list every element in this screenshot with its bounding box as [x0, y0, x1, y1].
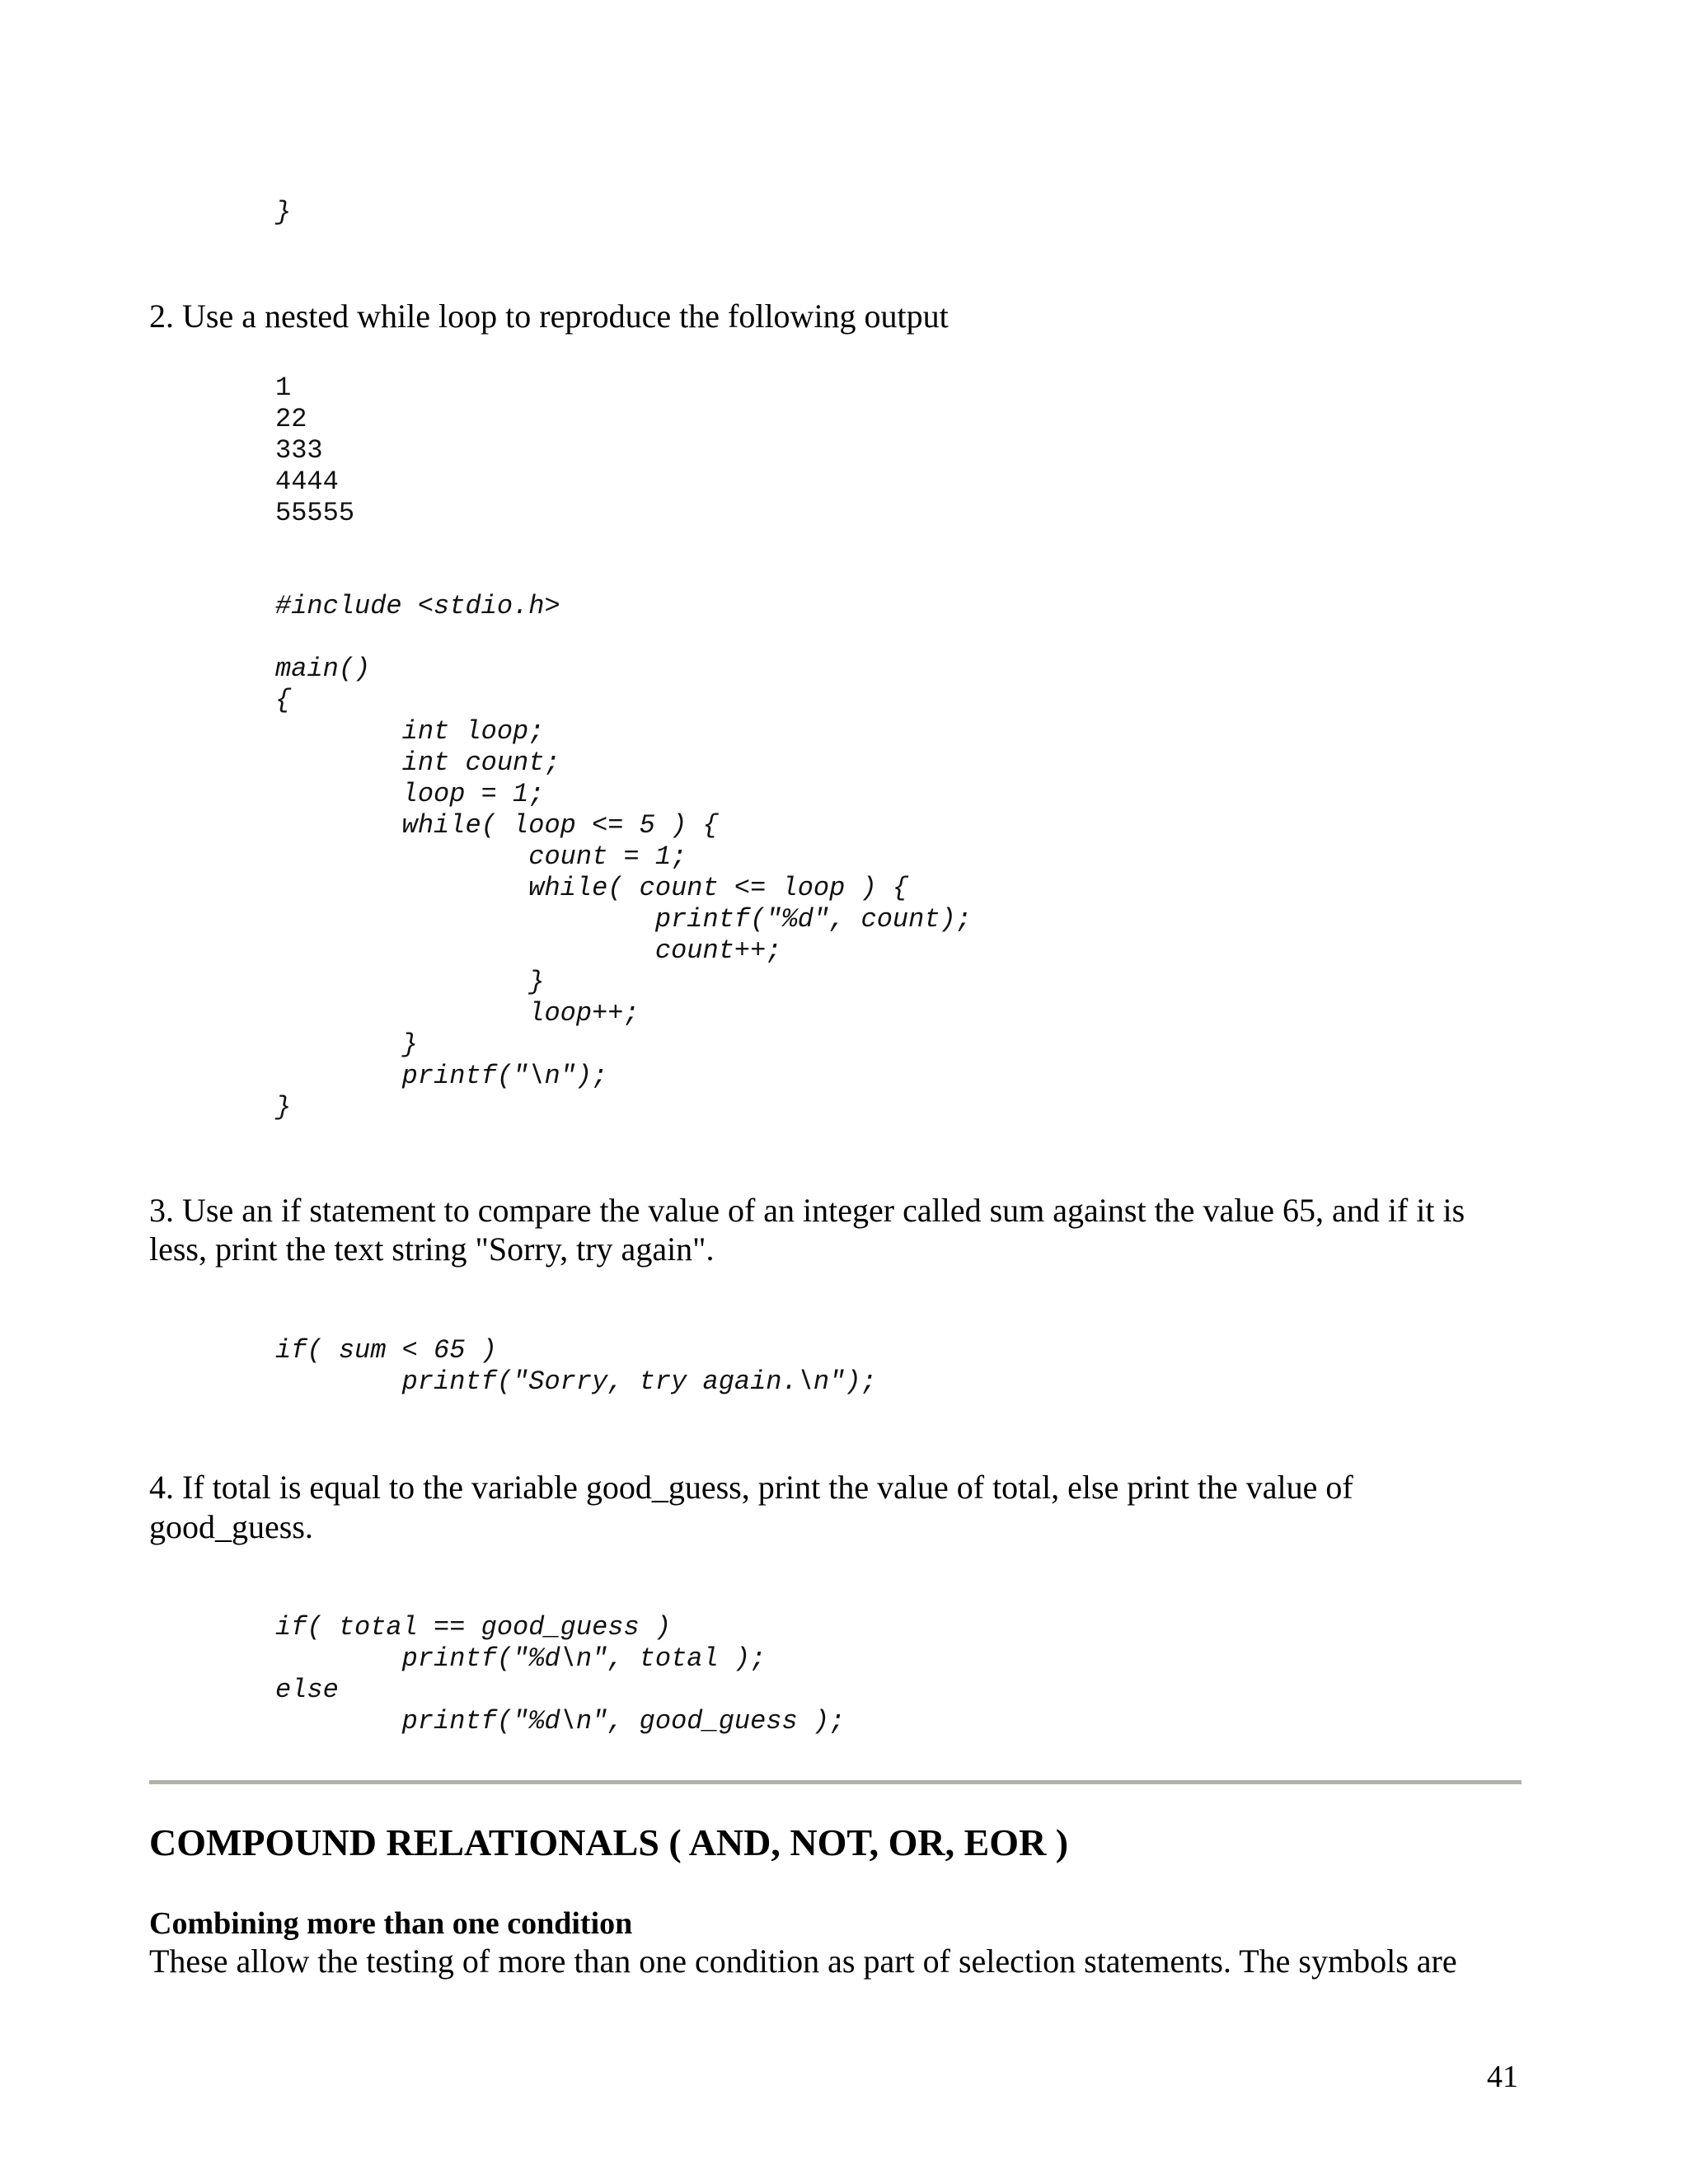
section-body-text: These allow the testing of more than one condition as part of selection statements. The symbols are [149, 1943, 1457, 1980]
if-total-code-block [275, 1612, 845, 1737]
code-line: printf("Sorry, try again.\n"); [275, 1366, 877, 1397]
nested-while-code-block [275, 591, 972, 1123]
code-line: loop = 1; [275, 779, 545, 809]
code-line: printf("%d\n", good_guess ); [275, 1706, 846, 1736]
expected-output-block [275, 373, 354, 529]
code-line: main() [275, 654, 371, 684]
code-line: { [275, 685, 292, 715]
previous-code-closing-brace [275, 197, 291, 228]
section-subheading: Combining more than one condition [149, 1906, 633, 1941]
code-line: if( sum < 65 ) [275, 1335, 497, 1366]
code-line: } [275, 197, 292, 227]
code-line: count = 1; [275, 841, 687, 872]
code-line [275, 622, 972, 654]
code-line: } [275, 1029, 418, 1060]
output-line: 4444 [275, 466, 339, 497]
code-line: #include <stdio.h> [275, 591, 560, 621]
question-4-text-line-1: 4. If total is equal to the variable good_guess, print the value of total, else print the value of [149, 1469, 1353, 1506]
code-line: printf("%d\n", total ); [275, 1643, 767, 1674]
code-line: while( count <= loop ) { [275, 873, 909, 903]
code-line: count++; [275, 935, 782, 966]
output-line: 1 [275, 373, 292, 403]
output-line: 333 [275, 435, 323, 466]
page-number: 41 [1487, 2060, 1518, 2094]
code-line: printf("\n"); [275, 1061, 608, 1091]
question-2-text: 2. Use a nested while loop to reproduce the following output [149, 298, 949, 335]
question-4-text-line-2: good_guess. [149, 1508, 313, 1545]
question-3-text-line-2: less, print the text string "Sorry, try again". [149, 1230, 715, 1268]
code-line: while( loop <= 5 ) { [275, 810, 719, 841]
code-line: } [275, 967, 545, 997]
code-line: loop++; [275, 998, 640, 1029]
question-3-text-line-1: 3. Use an if statement to compare the value of an integer called sum against the value 65, and if it is [149, 1192, 1465, 1229]
output-line: 55555 [275, 498, 355, 528]
code-line: int loop; [275, 716, 545, 747]
section-heading: COMPOUND RELATIONALS ( AND, NOT, OR, EOR ) [149, 1821, 1069, 1863]
code-line: else [275, 1675, 339, 1705]
output-line: 22 [275, 404, 307, 434]
code-line: printf("%d", count); [275, 904, 972, 935]
if-sum-code-block [275, 1335, 877, 1398]
code-line: if( total == good_guess ) [275, 1612, 672, 1643]
code-line: int count; [275, 748, 560, 778]
code-line: } [275, 1092, 292, 1122]
section-divider [149, 1780, 1522, 1784]
